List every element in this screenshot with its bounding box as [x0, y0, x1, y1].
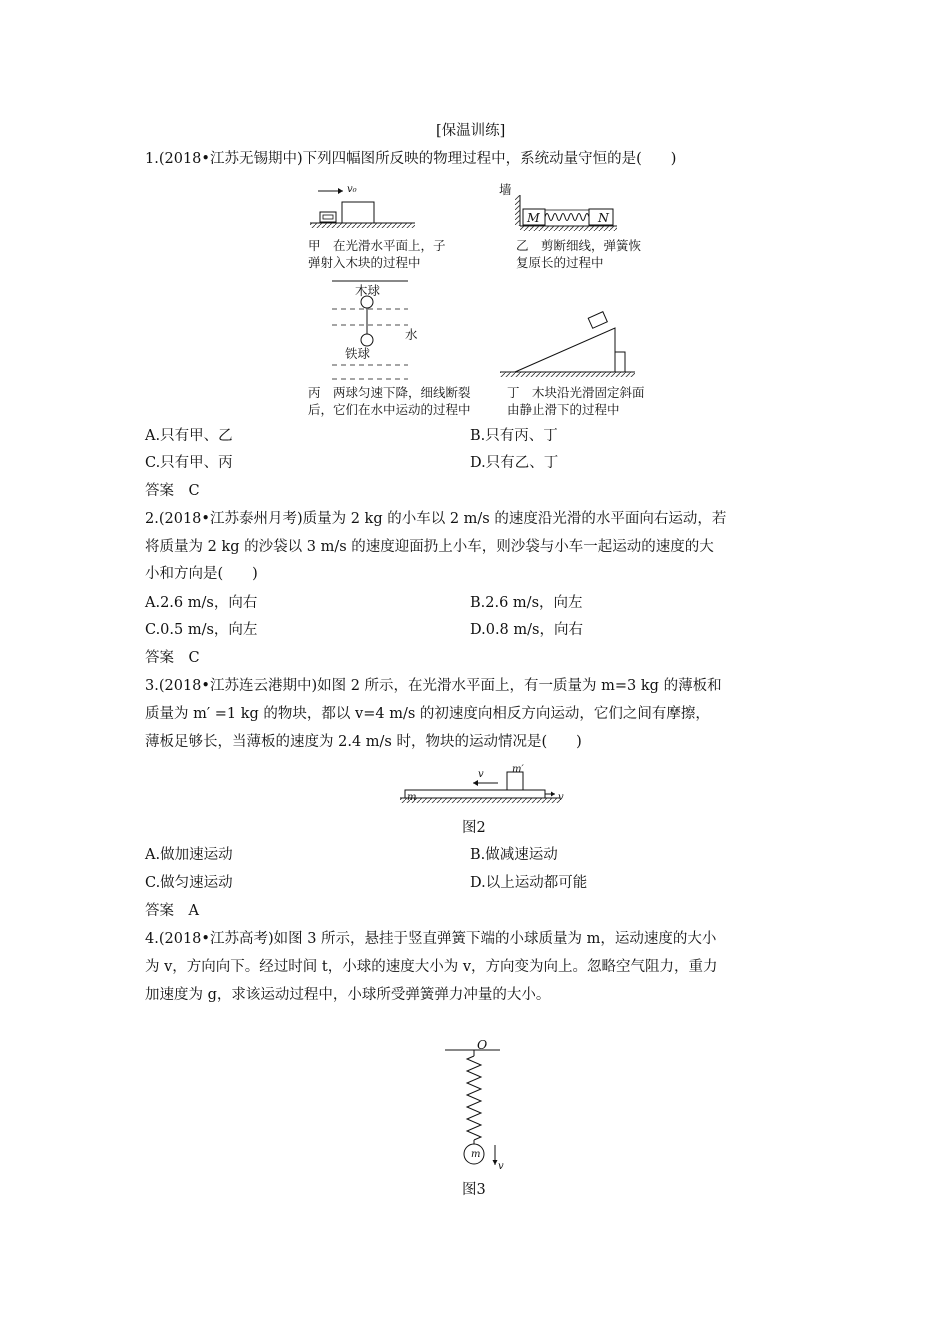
sliding-block [588, 312, 607, 329]
spring [467, 1056, 481, 1140]
q3-line-3: 薄板足够长，当薄板的速度为 2.4 m/s 时，物块的运动情况是( ) [145, 734, 582, 750]
q4-fig-m-label: m [471, 1149, 481, 1160]
q4-figure-caption: 图3 [462, 1182, 486, 1198]
q2-option-a: A.2.6 m/s，向右 [145, 595, 258, 611]
support-block [615, 352, 625, 372]
wood-block [342, 202, 374, 223]
plank-m [405, 790, 545, 798]
bing-water-label: 水 [405, 327, 418, 342]
jia-v0-label: v₀ [347, 184, 357, 195]
q4-line-3: 加速度为 g，求该运动过程中，小球所受弹簧弹力冲量的大小。 [145, 987, 551, 1003]
bing-wood-label: 木球 [355, 283, 381, 298]
yi-caption-1: 乙 剪断细线，弹簧恢 [516, 238, 642, 253]
q4-fig-o-label: O [477, 1037, 488, 1052]
q3-figure-caption: 图2 [462, 820, 486, 836]
q2-line-2: 将质量为 2 kg 的沙袋以 3 m/s 的速度迎面扔上小车，则沙袋与小车一起运动的速度的大 [145, 539, 714, 555]
ding-caption-1: 丁 木块沿光滑固定斜面 [507, 385, 645, 400]
q2-answer: 答案 C [145, 650, 200, 666]
q3-option-d: D.以上运动都可能 [470, 875, 588, 891]
q3-answer: 答案 A [145, 903, 199, 919]
q3-line-1: 3.(2018•江苏连云港期中)如图 2 所示，在光滑水平面上，有一质量为 m=3 kg 的薄板和 [145, 678, 722, 694]
yi-n-label: N [598, 210, 609, 225]
bing-iron-label: 铁球 [345, 346, 371, 361]
q1-option-b: B.只有丙、丁 [470, 428, 558, 444]
q1-figure-ding [500, 308, 640, 384]
bing-caption-2: 后，它们在水中运动的过程中 [308, 402, 471, 417]
q1-figure-yi [505, 180, 635, 236]
q2-option-c: C.0.5 m/s，向左 [145, 622, 258, 638]
q3-fig-v-right-label: v [558, 792, 564, 803]
q1-option-c: C.只有甲、丙 [145, 455, 233, 471]
q1-answer: 答案 C [145, 483, 200, 499]
q2-line-3: 小和方向是( ) [145, 566, 258, 582]
jia-caption-2: 弹射入木块的过程中 [308, 255, 421, 270]
q4-line-2: 为 v，方向向下。经过时间 t，小球的速度大小为 v，方向变为向上。忽略空气阻力，重力 [145, 959, 718, 975]
q1-option-a: A.只有甲、乙 [145, 428, 233, 444]
q3-option-b: B.做减速运动 [470, 847, 558, 863]
bing-caption-1: 丙 两球匀速下降，细线断裂 [308, 385, 471, 400]
q1-stem: 1.(2018•江苏无锡期中)下列四幅图所反映的物理过程中，系统动量守恒的是( ) [145, 151, 677, 167]
q3-option-a: A.做加速运动 [145, 847, 233, 863]
q3-fig-m-label: m [407, 792, 417, 803]
q3-line-2: 质量为 m′ =1 kg 的物块，都以 v=4 m/s 的初速度向相反方向运动，它们之间有摩擦， [145, 706, 710, 722]
q4-fig-v-label: v [498, 1161, 504, 1172]
incline [515, 328, 615, 372]
yi-wall-label: 墙 [499, 182, 512, 197]
q1-figure-jia [300, 180, 450, 232]
yi-m-label: M [527, 210, 540, 225]
spring [545, 214, 589, 221]
section-title: [保温训练] [436, 123, 506, 139]
jia-caption-1: 甲 在光滑水平面上，子 [308, 238, 446, 253]
q2-line-1: 2.(2018•江苏泰州月考)质量为 2 kg 的小车以 2 m/s 的速度沿光滑的水平面向右运动，若 [145, 511, 727, 527]
q3-option-c: C.做匀速运动 [145, 875, 233, 891]
q1-option-d: D.只有乙、丁 [470, 455, 559, 471]
ding-caption-2: 由静止滑下的过程中 [507, 402, 620, 417]
q2-option-b: B.2.6 m/s，向左 [470, 595, 583, 611]
q4-line-1: 4.(2018•江苏高考)如图 3 所示，悬挂于竖直弹簧下端的小球质量为 m，运动速度的大小 [145, 931, 717, 947]
yi-caption-2: 复原长的过程中 [516, 255, 604, 270]
q3-fig-v-left-label: v [478, 769, 484, 780]
q2-option-d: D.0.8 m/s，向右 [470, 622, 583, 638]
q3-fig-m-prime-label: m′ [512, 764, 524, 775]
